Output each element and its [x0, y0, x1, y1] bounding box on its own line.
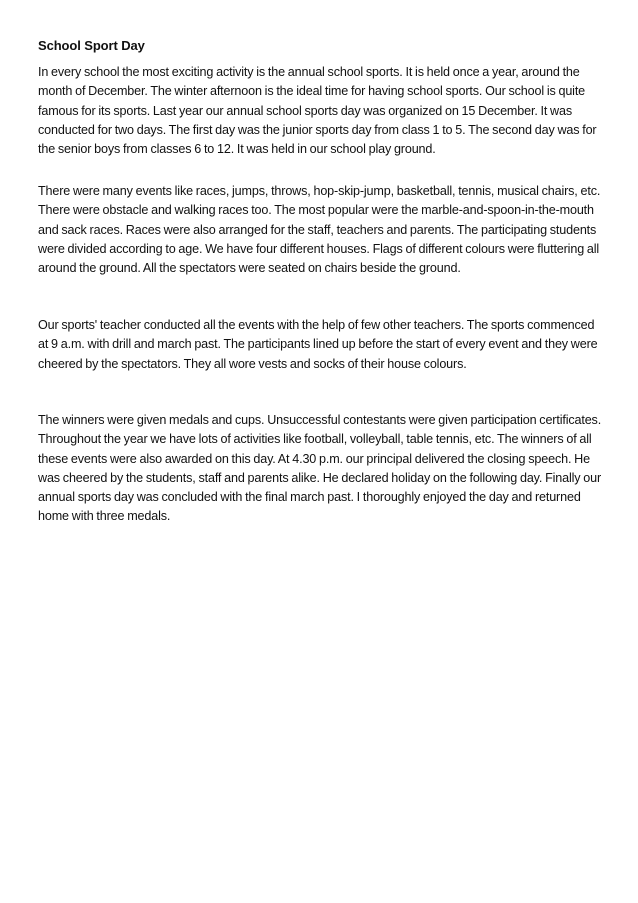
- document-title: School Sport Day: [38, 38, 145, 53]
- paragraph-teacher: Our sports' teacher conducted all the events with the help of few other teachers. The sports commenced at 9 a.m. with drill and march past. The participants lined up before the start of every event and they were cheered by the spectators. They all wore vests and socks of their house colours.: [38, 318, 598, 371]
- paragraph-events: There were many events like races, jumps, throws, hop-skip-jump, basketball, tennis, musical chairs, etc. There were obstacle and walking races too. The most popular were the marble-and-spoon-in-the-mouth and sack races. Races were also arranged for the staff, teachers and parents. The participating students were divided according to age. We have four different houses. Flags of different colours were fluttering all around the ground. All the spectators were seated on chairs beside the ground.: [38, 184, 601, 276]
- paragraph-winners: The winners were given medals and cups. Unsuccessful contestants were given participation certificates. Throughout the year we have lots of activities like football, volleyball, table tennis, etc. The winners of all these events were also awarded on this day. At 4.30 p.m. our principal delivered the closing speech. He was cheered by the students, staff and parents alike. He declared holiday on the following day. Finally our annual sports day was concluded with the final march past. I thoroughly enjoyed the day and returned home with three medals.: [38, 413, 602, 524]
- paragraph-intro: In every school the most exciting activity is the annual school sports. It is held once a year, around the month of December. The winter afternoon is the ideal time for having school sports. Our school is quite famous for its sports. Last year our annual school sports day was organized on 15 December. It was conducted for two days. The first day was the junior sports day from class 1 to 5. The second day was for the senior boys from classes 6 to 12. It was held in our school play ground.: [38, 65, 597, 157]
